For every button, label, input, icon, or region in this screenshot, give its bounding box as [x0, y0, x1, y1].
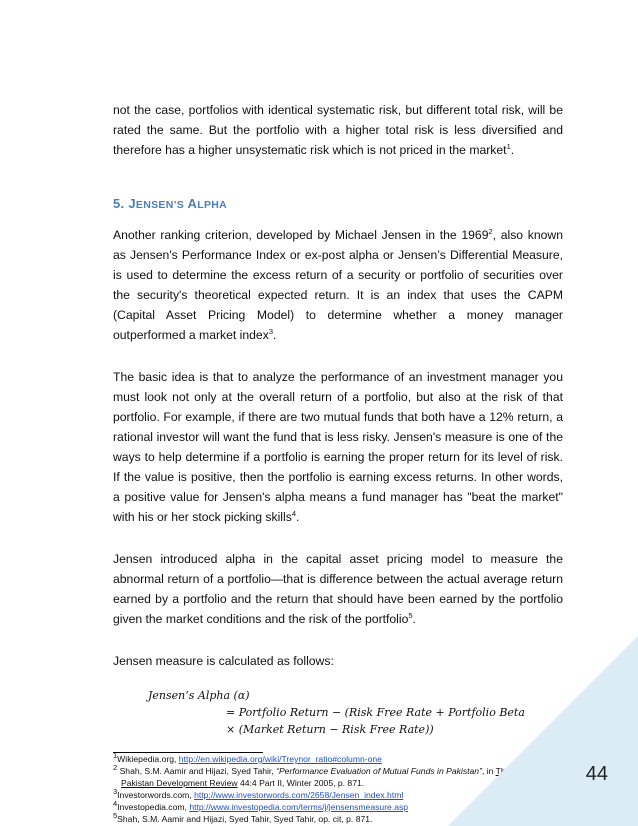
- footnote-3-link[interactable]: http://www.investorwords.com/2658/Jensen_index.html: [194, 790, 404, 800]
- paragraph-1: Another ranking criterion, developed by Michael Jensen in the 1969$^2$, also known as Jensen's Performance Index or ex-post alpha or Jensen’s Differential Measure, is used to determine the excess return of a security or portfolio of securities over the security's theoretical expected return. It is an index that uses the CAPM (Capital Asset Pricing Model) to determine whether a money manager outperformed a market index$^3$.: [113, 226, 563, 342]
- section-heading: 5. JENSEN’S ALPHA: [113, 196, 228, 211]
- footnote-1: $^1$Wikiepedia.org, http://en.wikipedia.org/wiki/Treynor_ratio#column-one: [113, 751, 382, 764]
- paragraph-2: The basic idea is that to analyze the performance of an investment manager you must look not only at the overall return of a portfolio, but also at the risk of that portfolio. For example, if there are two mutual funds that both have a 12% return, a rational investor will want the fund that is less risky. Jensen's measure is one of the ways to help determine if a portfolio is earning the proper return for its level of risk. If the value is positive, then the portfolio is earning excess returns. In other words, a positive value for Jensen's alpha means a fund manager has "beat the market" with his or her stock picking skills$^4$.: [113, 370, 563, 524]
- footnote-3: $^3$Investorwords.com, http://www.investorwords.com/2658/Jensen_index.html: [113, 787, 404, 800]
- paragraph-3: Jensen introduced alpha in the capital asset pricing model to measure the abnormal return of a portfolio—that is difference between the actual average return earned by a portfolio and the return that should have been earned by the portfolio given the market conditions and the risk of the portfolio$^5$.: [113, 552, 563, 626]
- formula-line-2: = Portfolio Return − (Risk Free Rate + Portfolio Beta: [226, 706, 525, 719]
- corner-decoration: [448, 636, 638, 826]
- formula-line-1: Jensen’s Alpha (α): [148, 689, 250, 702]
- footnote-4-link[interactable]: http://www.investopedia.com/terms/j/jensensmeasure.asp: [189, 802, 409, 812]
- paragraph-4: Jensen measure is calculated as follows:: [113, 654, 334, 668]
- paragraph-intro: not the case, portfolios with identical systematic risk, but different total risk, will be rated the same. But the portfolio with a higher total risk is less diversified and therefore has a higher unsystematic risk which is not priced in the market$^1$.: [113, 103, 563, 157]
- page-number: 44: [585, 763, 608, 785]
- footnote-2: $^2$ Shah, S.M. Aamir and Hijazi, Syed Tahir, “Performance Evaluation of Mutual Funds in Pakistan”, in The Pakistan Development Review 44:4 Part II, Winter 2005, p. 871.: [113, 763, 511, 788]
- footnote-4: $^4$Investopedia.com, http://www.investopedia.com/terms/j/jensensmeasure.asp: [113, 799, 409, 812]
- formula-line-3: × (Market Return − Risk Free Rate)): [226, 723, 434, 736]
- footnote-1-link[interactable]: http://en.wikipedia.org/wiki/Treynor_ratio#column-one: [178, 754, 382, 764]
- footnote-5: $^5$Shah, S.M. Aamir and Hijazi, Syed Tahir, Syed Tahir, op. cit, p. 871.: [113, 811, 373, 824]
